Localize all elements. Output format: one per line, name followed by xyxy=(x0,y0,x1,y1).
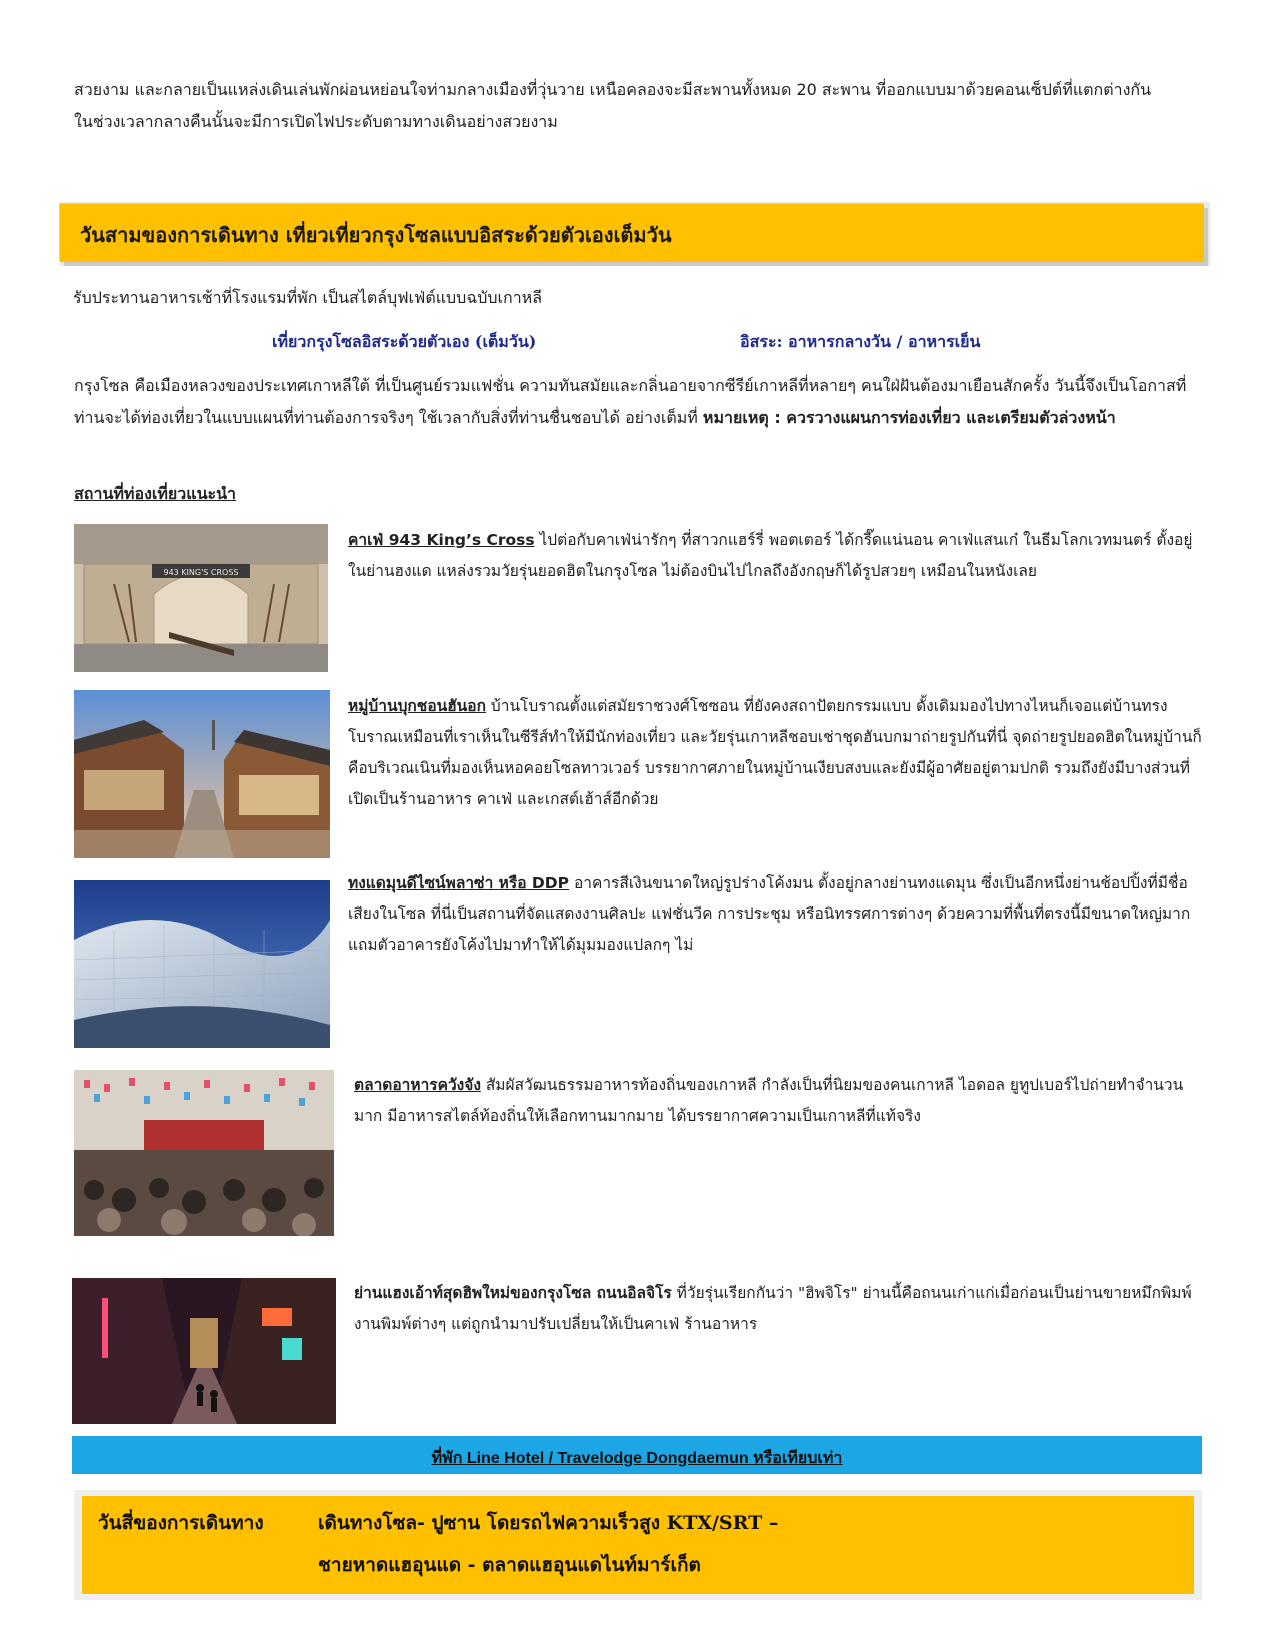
kings-cross-cafe-name: คาเฟ่ 943 King’s Cross xyxy=(348,531,535,549)
ddp-text xyxy=(348,868,1206,961)
day3-title: วันสามของการเดินทาง เที่ยวเที่ยวกรุงโซลแบบอิสระด้วยตัวเองเต็มวัน xyxy=(80,223,672,247)
hotel-text: ที่พัก Line Hotel / Travelodge Dongdaemun หรือเทียบเท่า xyxy=(431,1450,843,1467)
day3-activity-subheading: เที่ยวกรุงโซลอิสระด้วยตัวเอง (เต็มวัน) xyxy=(272,332,537,351)
day3-description xyxy=(74,370,1204,434)
ddp-photo xyxy=(74,880,330,1048)
gwangjang-market-name: ตลาดอาหารควังจัง xyxy=(354,1076,481,1094)
gwangjang-market-photo xyxy=(74,1070,334,1236)
day3-note: หมายเหตุ : ควรวางแผนการท่องเที่ยว และเตรียมตัวล่วงหน้า xyxy=(702,408,1116,427)
euljiro-text xyxy=(354,1278,1206,1340)
cafe-sign-text: 943 KING'S CROSS xyxy=(163,568,239,577)
day3-meals-subheading: อิสระ: อาหารกลางวัน / อาหารเย็น xyxy=(740,332,981,351)
kings-cross-cafe-text xyxy=(348,525,1206,587)
kings-cross-cafe-photo xyxy=(74,524,328,672)
bukchon-hanok-photo xyxy=(74,690,330,858)
bukchon-hanok-name: หมู่บ้านบุกชอนฮันอก xyxy=(348,697,486,715)
gwangjang-market-description: สัมผัสวัฒนธรรมอาหารท้องถิ่นของเกาหลี กำลังเป็นที่นิยมของคนเกาหลี ไอดอล ยูทูปเบอร์ไปถ่ายทำจำนวนมาก มีอาหารสไตล์ท้องถิ่นให้เลือกทานมากมาย ได้บรรยากาศความเป็นเกาหลีที่แท้จริง xyxy=(354,1076,1184,1125)
euljiro-description: ที่วัยรุ่นเรียกกันว่า "ฮิพจิโร" ย่านนี้คือถนนเก่าแก่เมื่อก่อนเป็นย่านขายหมึกพิมพ์ งานพิมพ์ต่างๆ แต่ถูกนำมาปรับเปลี่ยนให้เป็นคาเฟ่ ร้านอาหาร xyxy=(354,1284,1192,1333)
euljiro-name: ย่านแฮงเอ้าท์สุดฮิพใหม่ของกรุงโซล ถนนอิลจิโร xyxy=(354,1284,672,1302)
kings-cross-cafe-description: ไปต่อกับคาเฟ่น่ารักๆ ที่สาวกแฮร์รี่ พอตเตอร์ ได้กรี๊ดแน่นอน คาเฟ่แสนเก๋ ในธีมโลกเวทมนตร์ ตั้งอยู่ในย่านฮงแด แหล่งรวมวัยรุ่นยอดฮิตในกรุงโซล ไม่ต้องบินไปไกลถึงอังกฤษก็ได้รูปสวยๆ เหมือนในหนังเลย xyxy=(348,531,1193,580)
day4-label: วันสี่ของการเดินทาง xyxy=(98,1512,264,1534)
ddp-description: อาคารสีเงินขนาดใหญ่รูปร่างโค้งมน ตั้งอยู่กลางย่านทงแดมุน ซึ่งเป็นอีกหนึ่งย่านช้อปปิ้งที่มีชื่อเสียงในโซล ที่นี่เป็นสถานที่จัดแสดงงานศิลปะ แฟชั่นวีค การประชุม หรือนิทรรศการต่างๆ ด้วยความที่พื้นที่ตรงนี้มีขนาดใหญ่มาก แถมตัวอาคารยังโค้งไปมาทำให้ได้มุมมองแปลกๆ ไม่ xyxy=(348,874,1191,954)
ddp-name: ทงแดมุนดีไซน์พลาซ่า หรือ DDP xyxy=(348,874,570,892)
gwangjang-market-text xyxy=(354,1070,1206,1132)
breakfast-text: รับประทานอาหารเช้าที่โรงแรมที่พัก เป็นสไตล์บุฟเฟ่ต์แบบฉบับเกาหลี xyxy=(73,288,543,307)
bukchon-hanok-text xyxy=(348,691,1206,815)
recommended-heading: สถานที่ท่องเที่ยวแนะนำ xyxy=(74,484,237,503)
day4-title-line-2: ชายหาดแฮอุนแด - ตลาดแฮอุนแดไนท์มาร์เก็ต xyxy=(318,1554,701,1576)
intro-paragraph xyxy=(74,74,1204,138)
day3-description-text: กรุงโซล คือเมืองหลวงของประเทศเกาหลีใต้ ที่เป็นศูนย์รวมแฟชั่น ความทันสมัยและกลิ่นอายจากซีรีย์เกาหลีที่หลายๆ คนใฝ่ฝันต้องมาเยือนสักครั้ง วันนี้จึงเป็นโอกาสที่ท่านจะได้ท่องเที่ยวในแบบแผนที่ท่านต้องการจริงๆ ใช้เวลากับสิ่งที่ท่านชื่นชอบได้ อย่างเต็มที่ xyxy=(74,376,1187,427)
day4-title-line-1: เดินทางโซล- ปูซาน โดยรถไฟความเร็วสูง KTX/SRT – xyxy=(318,1512,779,1534)
intro-line-1: สวยงาม และกลายเป็นแหล่งเดินเล่นพักผ่อนหย่อนใจท่ามกลางเมืองที่วุ่นวาย เหนือคลองจะมีสะพานทั้งหมด 20 สะพาน ที่ออกแบบมาด้วยคอนเซ็ปต์ที่แตกต่างกัน xyxy=(74,80,1152,99)
euljiro-photo xyxy=(72,1278,336,1424)
intro-line-2: ในช่วงเวลากลางคืนนั้นจะมีการเปิดไฟประดับตามทางเดินอย่างสวยงาม xyxy=(74,112,558,131)
bukchon-hanok-description: บ้านโบราณตั้งแต่สมัยราชวงศ์โชซอน ที่ยังคงสถาปัตยกรรมแบบ ดั้งเดิมมองไปทางไหนก็เจอแต่บ้านทรงโบราณเหมือนที่เราเห็นในซีรีส์ทำให้มีนักท่องเที่ยว และวัยรุ่นเกาหลีชอบเช่าชุดฮันบกมาถ่ายรูปกันที่นี่ จุดถ่ายรูปยอดฮิตในหมู่บ้านก็คือบริเวณเนินที่มองเห็นหอคอยโซลทาวเวอร์ บรรยากาศภายในหมู่บ้านเงียบสงบและยังมีผู้อาศัยอยู่ตามปกติ รวมถึงยังมีบางส่วนที่เปิดเป็นร้านอาหาร คาเฟ่ และเกสต์เฮ้าส์อีกด้วย xyxy=(348,697,1202,808)
